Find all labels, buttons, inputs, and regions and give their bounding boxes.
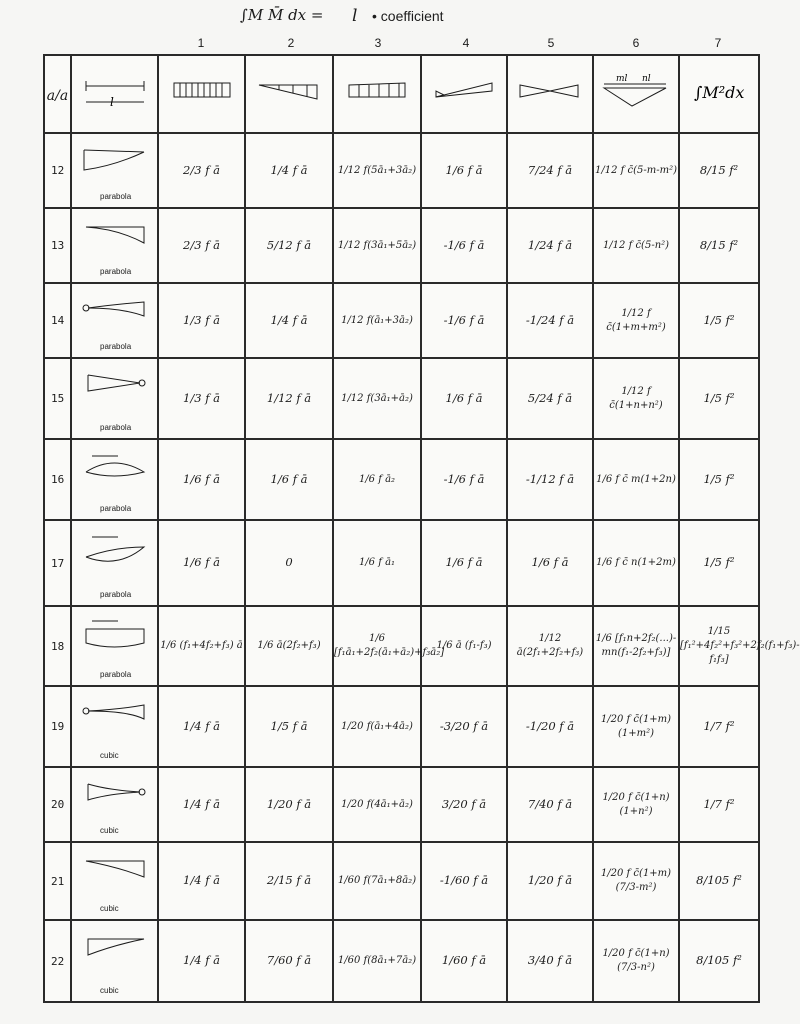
triangle-moment-icon — [249, 77, 329, 107]
load-diagram — [71, 133, 158, 208]
coef-cell-2: 7/60 f ā — [245, 920, 333, 1002]
coef-cell-5: 1/20 f ā — [507, 842, 593, 920]
row-number: 16 — [44, 439, 71, 520]
coef-cell-3: 1/20 f(ā₁+4ā₂) — [333, 686, 421, 767]
load-diagram — [71, 208, 158, 283]
coef-cell-6: 1/6 f c̄ m(1+2n) — [593, 439, 679, 520]
row-number: 12 — [44, 133, 71, 208]
coef-cell-1: 1/3 f ā — [158, 358, 245, 439]
trapezoid-moment-icon — [337, 77, 417, 107]
coef-cell-6: 1/6 [f₁n+2f₂(...)-mn(f₁-2f₂+f₃)] — [593, 606, 679, 686]
table-row — [44, 208, 759, 283]
cubic-shape-icon — [78, 778, 150, 814]
shape-label: cubic — [100, 751, 119, 760]
header-diagram-col2 — [245, 55, 333, 133]
coef-cell-6: 1/6 f c̄ n(1+2m) — [593, 520, 679, 606]
coef-cell-3: 1/12 f(3ā₁+ā₂) — [333, 358, 421, 439]
coef-cell-2: 1/5 f ā — [245, 686, 333, 767]
coef-cell-5: 7/24 f ā — [507, 133, 593, 208]
coef-cell-1: 1/3 f ā — [158, 283, 245, 358]
header-diagram-col1 — [158, 55, 245, 133]
coef-cell-2: 1/6 f ā — [245, 439, 333, 520]
coef-cell-2: 0 — [245, 520, 333, 606]
header-diagram-col4 — [421, 55, 507, 133]
svg-text:l: l — [109, 95, 114, 109]
coef-cell-7: 1/7 f² — [679, 686, 759, 767]
load-diagram — [71, 842, 158, 920]
cubic-shape-icon — [78, 697, 150, 733]
coef-cell-1: 2/3 f ā — [158, 133, 245, 208]
coef-cell-2: 2/15 f ā — [245, 842, 333, 920]
parabola-shape-icon — [78, 144, 150, 180]
row-number: 18 — [44, 606, 71, 686]
coef-cell-7: 1/5 f² — [679, 439, 759, 520]
reversing-moment-icon — [424, 77, 504, 107]
parabola-shape-icon — [78, 617, 150, 659]
coef-cell-2: 1/12 f ā — [245, 358, 333, 439]
column-number: 7 — [714, 36, 722, 50]
table-row — [44, 842, 759, 920]
shape-label: parabola — [100, 267, 132, 276]
coefficient-label: • coefficient — [372, 8, 444, 24]
coef-cell-3: 1/12 f(ā₁+3ā₂) — [333, 283, 421, 358]
coef-cell-4: 1/6 f ā — [421, 520, 507, 606]
shape-label: parabola — [100, 590, 132, 599]
column-number: 1 — [197, 36, 205, 50]
coef-cell-3: 1/12 f(3ā₁+5ā₂) — [333, 208, 421, 283]
row-number: 21 — [44, 842, 71, 920]
coef-cell-4: -1/6 f ā — [421, 208, 507, 283]
coef-cell-2: 1/6 ā(2f₂+f₃) — [245, 606, 333, 686]
load-diagram — [71, 686, 158, 767]
coef-cell-2: 1/20 f ā — [245, 767, 333, 842]
integration-table — [43, 54, 800, 1003]
column-number: 2 — [287, 36, 295, 50]
row-number: 13 — [44, 208, 71, 283]
shape-label: parabola — [100, 423, 132, 432]
uniform-moment-icon — [162, 77, 242, 107]
header-span-diagram — [71, 55, 158, 133]
load-diagram — [71, 439, 158, 520]
span-diagram-icon — [80, 72, 150, 112]
coef-cell-7: 1/5 f² — [679, 283, 759, 358]
coef-cell-7: 8/105 f² — [679, 920, 759, 1002]
shape-label: parabola — [100, 504, 132, 513]
coef-cell-5: 1/12 ā(2f₁+2f₂+f₃) — [507, 606, 593, 686]
coef-cell-1: 1/4 f ā — [158, 767, 245, 842]
coef-cell-6: 1/12 f c̄(5-n²) — [593, 208, 679, 283]
load-diagram — [71, 358, 158, 439]
coef-cell-2: 1/4 f ā — [245, 133, 333, 208]
integral-square-icon — [684, 74, 754, 110]
shape-label: cubic — [100, 904, 119, 913]
coef-cell-3: 1/20 f(4ā₁+ā₂) — [333, 767, 421, 842]
column-numbers — [0, 36, 791, 54]
coef-cell-5: -1/20 f ā — [507, 686, 593, 767]
page-header — [0, 0, 791, 40]
coef-cell-5: 5/24 f ā — [507, 358, 593, 439]
coef-cell-3: 1/60 f(8ā₁+7ā₂) — [333, 920, 421, 1002]
coef-cell-6: 1/12 f c̄(5-m-m²) — [593, 133, 679, 208]
coef-cell-1: 1/6 (f₁+4f₂+f₃) ā — [158, 606, 245, 686]
coef-cell-4: 1/6 ā (f₁-f₃) — [421, 606, 507, 686]
coef-cell-5: 3/40 f ā — [507, 920, 593, 1002]
coef-cell-6: 1/12 f c̄(1+m+m²) — [593, 283, 679, 358]
coef-cell-5: -1/24 f ā — [507, 283, 593, 358]
coef-cell-6: 1/20 f c̄(1+m)(1+m²) — [593, 686, 679, 767]
coef-cell-1: 1/4 f ā — [158, 686, 245, 767]
length-symbol: l — [352, 6, 358, 26]
coef-cell-5: 1/6 f ā — [507, 520, 593, 606]
shape-label: parabola — [100, 342, 132, 351]
coef-cell-3: 1/6 f ā₁ — [333, 520, 421, 606]
shape-label: parabola — [100, 670, 132, 679]
load-diagram — [71, 520, 158, 606]
coef-cell-7: 1/5 f² — [679, 520, 759, 606]
coef-cell-1: 1/6 f ā — [158, 439, 245, 520]
corner-label: a/a — [46, 87, 69, 104]
shape-label: cubic — [100, 986, 119, 995]
column-number: 3 — [374, 36, 382, 50]
coef-cell-4: 3/20 f ā — [421, 767, 507, 842]
coef-cell-4: -1/6 f ā — [421, 283, 507, 358]
row-number: 14 — [44, 283, 71, 358]
coef-cell-7: 1/7 f² — [679, 767, 759, 842]
table-row — [44, 358, 759, 439]
coef-cell-1: 1/6 f ā — [158, 520, 245, 606]
coef-cell-4: -1/60 f ā — [421, 842, 507, 920]
row-number: 22 — [44, 920, 71, 1002]
header-diagram-col7 — [679, 55, 759, 133]
row-number: 20 — [44, 767, 71, 842]
svg-text:∫M²dx: ∫M²dx — [694, 83, 745, 102]
parabola-shape-icon — [78, 450, 150, 490]
coef-cell-7: 1/15 [f₁²+4f₂²+f₃²+2f₂(f₁+f₃)-f₁f₃] — [679, 606, 759, 686]
load-diagram — [71, 767, 158, 842]
coef-cell-5: -1/12 f ā — [507, 439, 593, 520]
table-row — [44, 606, 759, 686]
coef-cell-4: 1/6 f ā — [421, 358, 507, 439]
table-row — [44, 283, 759, 358]
svg-text:nl: nl — [642, 74, 651, 84]
header-row — [44, 55, 759, 133]
coef-cell-6: 1/12 f c̄(1+n+n²) — [593, 358, 679, 439]
parabola-shape-icon — [78, 219, 150, 255]
coef-cell-7: 1/5 f² — [679, 358, 759, 439]
cubic-shape-icon — [78, 853, 150, 889]
table-row — [44, 686, 759, 767]
coef-cell-1: 2/3 f ā — [158, 208, 245, 283]
table-row — [44, 133, 759, 208]
row-number: 15 — [44, 358, 71, 439]
coef-cell-3: 1/6 [f₁ā₁+2f₂(ā₁+ā₂)+f₃ā₂] — [333, 606, 421, 686]
cubic-shape-icon — [78, 931, 150, 967]
row-number: 17 — [44, 520, 71, 606]
load-diagram — [71, 283, 158, 358]
coef-cell-2: 5/12 f ā — [245, 208, 333, 283]
coef-cell-4: 1/6 f ā — [421, 133, 507, 208]
parabola-shape-icon — [78, 531, 150, 573]
coef-cell-5: 7/40 f ā — [507, 767, 593, 842]
coef-cell-4: -3/20 f ā — [421, 686, 507, 767]
parabola-shape-icon — [78, 369, 150, 405]
table-row — [44, 920, 759, 1002]
shape-label: parabola — [100, 192, 132, 201]
header-diagram-col5 — [507, 55, 593, 133]
coef-cell-6: 1/20 f c̄(1+n)(1+n²) — [593, 767, 679, 842]
coef-cell-3: 1/12 f(5ā₁+3ā₂) — [333, 133, 421, 208]
antisymmetric-moment-icon — [510, 77, 590, 107]
table-row — [44, 767, 759, 842]
coef-cell-1: 1/4 f ā — [158, 920, 245, 1002]
row-number: 19 — [44, 686, 71, 767]
coef-cell-5: 1/24 f ā — [507, 208, 593, 283]
table-row — [44, 439, 759, 520]
coef-cell-7: 8/105 f² — [679, 842, 759, 920]
load-diagram — [71, 920, 158, 1002]
header-diagram-col6 — [593, 55, 679, 133]
integral-formula: ∫M M̄ dx = — [240, 6, 324, 24]
corner-cell — [44, 55, 71, 133]
column-number: 4 — [462, 36, 470, 50]
coef-cell-4: -1/6 f ā — [421, 439, 507, 520]
coef-cell-4: 1/60 f ā — [421, 920, 507, 1002]
coef-cell-7: 8/15 f² — [679, 208, 759, 283]
coef-cell-6: 1/20 f c̄(1+m)(7/3-m²) — [593, 842, 679, 920]
table-row — [44, 520, 759, 606]
header-diagram-col3 — [333, 55, 421, 133]
load-diagram — [71, 606, 158, 686]
coef-cell-3: 1/60 f(7ā₁+8ā₂) — [333, 842, 421, 920]
coef-cell-6: 1/20 f c̄(1+n)(7/3-n²) — [593, 920, 679, 1002]
coef-cell-1: 1/4 f ā — [158, 842, 245, 920]
svg-text:ml: ml — [616, 74, 628, 84]
point-load-moment-icon — [596, 72, 676, 112]
column-number: 6 — [632, 36, 640, 50]
coef-cell-7: 8/15 f² — [679, 133, 759, 208]
coef-cell-3: 1/6 f ā₂ — [333, 439, 421, 520]
shape-label: cubic — [100, 826, 119, 835]
parabola-shape-icon — [78, 294, 150, 330]
column-number: 5 — [547, 36, 555, 50]
coef-cell-2: 1/4 f ā — [245, 283, 333, 358]
